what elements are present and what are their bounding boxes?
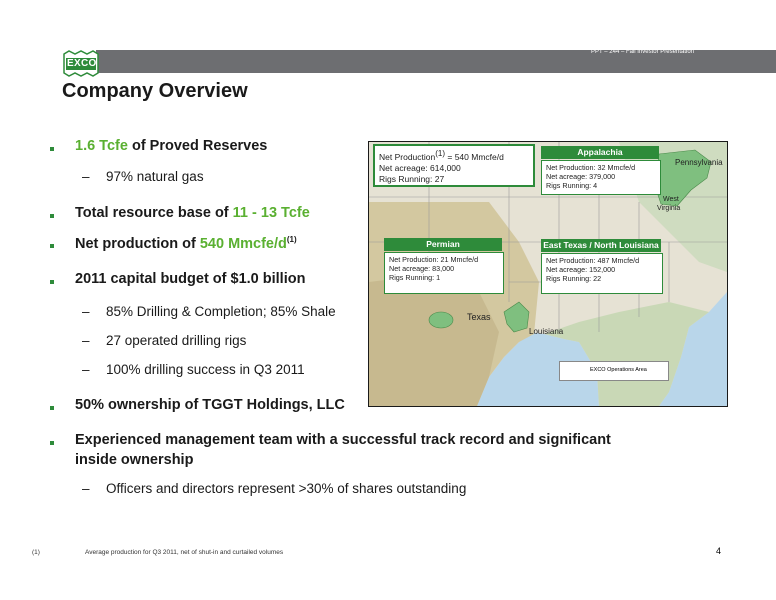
dash-marker: – <box>82 362 90 377</box>
dash-marker: – <box>82 481 90 496</box>
footnote-marker: (1) <box>32 549 40 556</box>
etnl-rigs: Rigs Running: 22 <box>546 274 602 283</box>
legend-label: EXCO Operations Area <box>590 367 647 373</box>
bullet-management-line2: inside ownership <box>75 452 194 468</box>
map-legend <box>559 361 669 381</box>
permian-production: Net Production: 21 Mmcfe/d <box>389 255 479 264</box>
bullet-marker <box>50 147 54 151</box>
summary-acreage: Net acreage: 614,000 <box>379 162 461 173</box>
resource-label: Total resource base of <box>75 205 233 221</box>
page-title: Company Overview <box>62 80 248 102</box>
summary-box <box>373 144 535 187</box>
footnote-ref: (1) <box>286 235 297 244</box>
label-pennsylvania: Pennsylvania <box>675 158 723 167</box>
label-west: West <box>663 196 679 203</box>
bullet-marker <box>50 244 54 248</box>
exco-logo <box>61 50 101 77</box>
etnl-title: East Texas / North Louisiana <box>541 239 661 252</box>
label-virginia: Virginia <box>657 205 681 212</box>
etnl-production: Net Production: 487 Mmcfe/d <box>546 256 640 265</box>
dash-marker: – <box>82 304 90 319</box>
footnote-text: Average production for Q3 2011, net of shut-in and curtailed volumes <box>85 549 284 556</box>
permian-acreage: Net acreage: 83,000 <box>389 264 455 273</box>
operations-map <box>368 141 728 407</box>
reserves-label: of Proved Reserves <box>127 138 268 154</box>
appalachia-title: Appalachia <box>541 146 659 159</box>
appalachia-production: Net Production: 32 Mmcfe/d <box>546 163 636 172</box>
sub-drilling-success: 100% drilling success in Q3 2011 <box>106 362 305 377</box>
bullet-marker <box>50 441 54 445</box>
bullet-management-line1: Experienced management team with a successful track record and significant <box>75 432 611 448</box>
summary-rigs: Rigs Running: 27 <box>379 173 445 184</box>
bullet-capital-budget: 2011 capital budget of $1.0 billion <box>75 271 306 287</box>
sub-inside-ownership: Officers and directors represent >30% of shares outstanding <box>106 481 467 496</box>
bullet-net-production <box>75 235 297 252</box>
presentation-label: PPT – 244 – Fall Investor Presentation <box>591 49 694 55</box>
appalachia-box <box>541 160 661 195</box>
bullet-marker <box>50 214 54 218</box>
production-label: Net production of <box>75 235 200 252</box>
etnl-box <box>541 253 663 294</box>
sub-drilling-rigs: 27 operated drilling rigs <box>106 333 247 348</box>
etnl-acreage: Net acreage: 152,000 <box>546 265 616 274</box>
reserves-value: 1.6 Tcfe <box>75 138 128 154</box>
permian-title: Permian <box>384 238 502 251</box>
bullet-proved-reserves <box>75 138 267 154</box>
summary-production: Net Production$^{(1)}$ = 540 Mmcfe/d <box>379 149 504 162</box>
dash-marker: – <box>82 333 90 348</box>
sub-natural-gas: 97% natural gas <box>106 169 204 184</box>
logo-text: EXCO <box>67 58 97 69</box>
permian-rigs: Rigs Running: 1 <box>389 273 441 282</box>
header-bar <box>96 50 776 73</box>
label-texas: Texas <box>467 312 491 322</box>
permian-box <box>384 252 504 294</box>
bullet-marker <box>50 406 54 410</box>
bullet-marker <box>50 280 54 284</box>
bullet-resource-base <box>75 205 310 221</box>
production-value: 540 Mmcfe/d <box>199 235 287 252</box>
dash-marker: – <box>82 169 90 184</box>
page-number: 4 <box>716 546 722 556</box>
appalachia-acreage: Net acreage: 379,000 <box>546 172 616 181</box>
sub-drilling-completion: 85% Drilling & Completion; 85% Shale <box>106 304 336 319</box>
resource-value: 11 - 13 Tcfe <box>232 205 310 221</box>
label-louisiana: Louisiana <box>529 327 564 336</box>
appalachia-rigs: Rigs Running: 4 <box>546 181 598 190</box>
bullet-tggt-ownership: 50% ownership of TGGT Holdings, LLC <box>75 397 345 413</box>
